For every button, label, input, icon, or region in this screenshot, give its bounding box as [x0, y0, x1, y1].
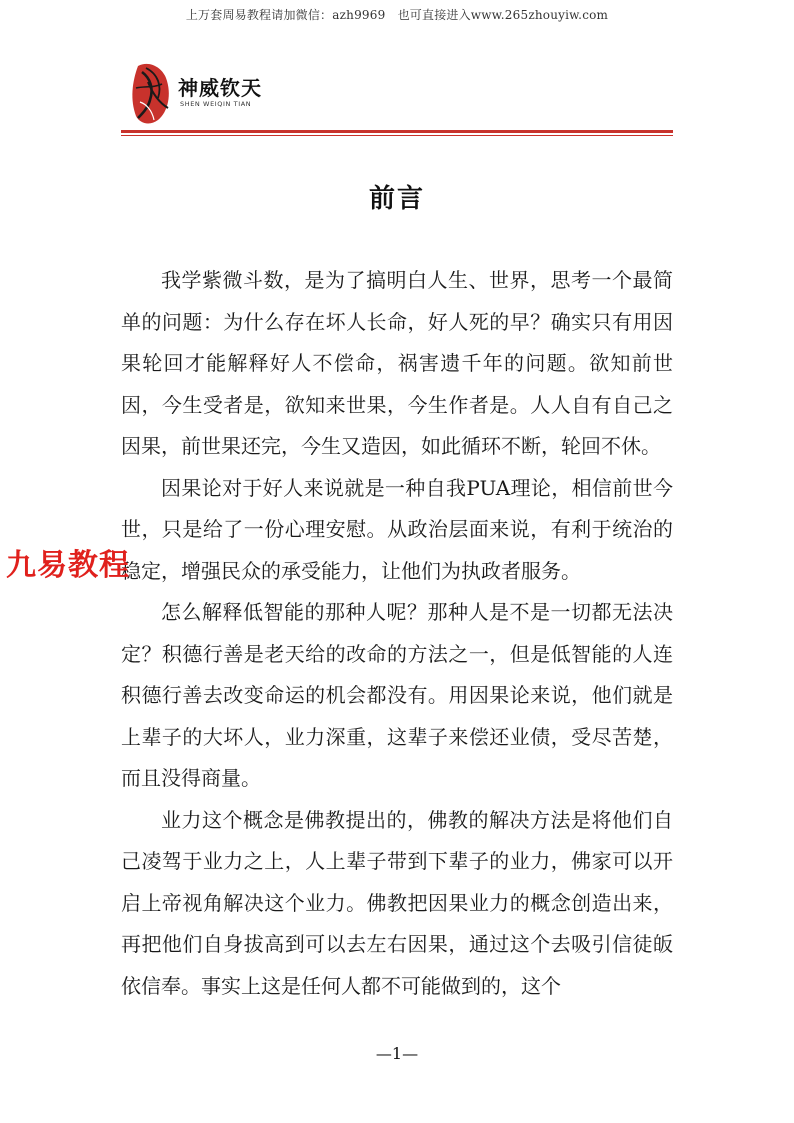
brand-logo	[128, 58, 288, 128]
page-number: —1—	[375, 1044, 419, 1063]
logo-name: 神威钦天	[178, 76, 262, 100]
paragraph: 我学紫微斗数，是为了搞明白人生、世界，思考一个最简单的问题：为什么存在坏人长命，好人死的早？确实只有用因果轮回才能解释好人不偿命，祸害遗千年的问题。欲知前世因，今生受者是，欲知来世果，今生作者是。人人自有自己之因果，前世果还完，今生又造因，如此循环不断，轮回不休。	[121, 268, 673, 458]
page-title: 前言	[368, 184, 425, 214]
paragraph: 因果论对于好人来说就是一种自我PUA理论，相信前世今世，只是给了一份心理安慰。从政治层面来说，有利于统治的稳定，增强民众的承受能力，让他们为执政者服务。	[121, 475, 673, 583]
paragraph: 业力这个概念是佛教提出的，佛教的解决方法是将他们自己凌驾于业力之上，人上辈子带到下辈子的业力，佛家可以开启上帝视角解决这个业力。佛教把因果业力的概念创造出来，再把他们自身拔高到可以去左右因果，通过这个去吸引信徒皈依信奉。事实上这是任何人都不可能做到的，这个	[121, 807, 673, 998]
header-rule-thick	[121, 130, 673, 133]
paragraph: 怎么解释低智能的那种人呢？那种人是不是一切都无法决定？积德行善是老天给的改命的方法之一，但是低智能的人连积德行善去改变命运的机会都没有。用因果论来说，他们就是上辈子的大坏人，业力深重，这辈子来偿还业债，受尽苦楚，而且没得商量。	[121, 600, 673, 790]
header-rule-thin	[121, 135, 673, 136]
watermark: 九易教程	[6, 548, 130, 583]
body-text	[121, 260, 673, 1007]
brush-seal-icon	[128, 58, 176, 128]
logo-subtitle: SHEN WEIQIN TIAN	[180, 100, 252, 108]
top-banner: 上万套周易教程请加微信：azh9969 也可直接进入www.265zhouyiw.com	[185, 8, 609, 22]
